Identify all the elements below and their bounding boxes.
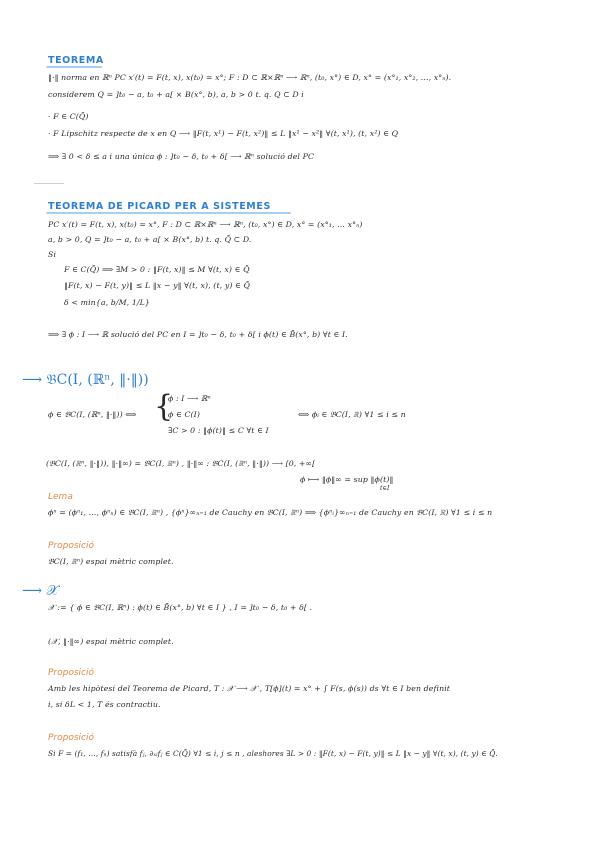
sup-norm-subscript: t∈I xyxy=(380,485,390,492)
theorem-title: TEOREMA xyxy=(48,55,104,66)
theorem-line-1: ‖·‖ norma en ℝⁿ PC x′(t) = F(t, x), x(t₀) = x°; F : D ⊂ ℝ×ℝⁿ ⟶ ℝⁿ, (t₀, x°) ∈ D, x° = (x°₁, x°₂, …, x°ₙ). xyxy=(48,73,452,82)
proposition-heading: Proposició xyxy=(48,541,94,551)
proposition-heading: Proposició xyxy=(48,668,94,678)
theorem-line-2: considerem Q = ]t₀ − a, t₀ + a[ × B(x°, b), a, b > 0 t. q. Q ⊂ D i xyxy=(48,90,304,99)
x-definition: 𝒳 := { ϕ ∈ 𝔅C(I, ℝⁿ) : ϕ(t) ∈ B̄(x°, b) ∀t ∈ I } , I = ]t₀ − δ, t₀ + δ[ . xyxy=(48,603,313,612)
section-divider xyxy=(34,183,64,184)
theorem-bullet-2: · F Lipschitz respecte de x en Q ⟶ ‖F(t, x¹) − F(t, x²)‖ ≤ L ‖x¹ − x²‖ ∀(t, x¹), (t, x²) ∈ Q xyxy=(48,129,399,138)
x-complete-statement: (𝒳, ‖·‖∞) espai mètric complet. xyxy=(48,637,174,646)
proposition-statement: 𝔅C(I, ℝⁿ) espai mètric complet. xyxy=(48,557,174,566)
left-brace: { xyxy=(154,389,174,424)
bc-case-1: ϕ : I ⟶ ℝⁿ xyxy=(168,394,211,403)
picard-theorem-title: TEOREMA DE PICARD PER A SISTEMES xyxy=(48,201,271,212)
theorem-conclusion: ⟹ ∃ 0 < δ ≤ a i una única ϕ : ]t₀ − δ, t₀ + δ[ ⟶ ℝⁿ solució del PC xyxy=(48,152,315,161)
bc-space-heading: ⟶ 𝔅C(I, (ℝⁿ, ‖·‖)) xyxy=(22,372,149,388)
proposition-operator-line-2: i, si δL < 1, T és contractiu. xyxy=(48,700,161,709)
bc-definition-rhs: ⟺ ϕᵢ ∈ 𝔅C(I, ℝ) ∀1 ≤ i ≤ n xyxy=(298,410,406,419)
bc-case-3: ∃C > 0 : ‖ϕ(t)‖ ≤ C ∀t ∈ I xyxy=(168,426,269,435)
proposition-heading: Proposició xyxy=(48,733,94,743)
picard-condition-2: ‖F(t, x) − F(t, y)‖ ≤ L ‖x − y‖ ∀(t, x), (t, y) ∈ Q̄ xyxy=(64,281,251,290)
picard-condition-1: F ∈ C(Q̄) ⟹ ∃M > 0 : ‖F(t, x)‖ ≤ M ∀(t, x) ∈ Q̄ xyxy=(64,265,250,274)
theorem-bullet-1: · F ∈ C(Q̄) xyxy=(48,112,89,121)
picard-line-3: Si xyxy=(48,250,57,259)
sup-norm-line: (𝔅C(I, (ℝⁿ, ‖·‖)), ‖·‖∞) = 𝔅C(I, ℝⁿ) , ‖·‖∞ : 𝔅C(I, (ℝⁿ, ‖·‖)) ⟶ [0, +∞[ xyxy=(46,459,316,468)
lemma-heading: Lema xyxy=(48,492,73,502)
proposition-lipschitz-line: Si F = (f₁, …, fₙ) satisfà fⱼ, ∂ₓᵢfⱼ ∈ C(Q̄) ∀1 ≤ i, j ≤ n , aleshores ∃L > 0 : ‖F(t, x) − F(t, y)‖ ≤ L ‖x − y‖ ∀(t, x), (t, y) ∈ Q̄. xyxy=(48,749,498,758)
proposition-operator-line-1: Amb les hipòtesi del Teorema de Picard, T : 𝒳 ⟶ 𝒳 , T[ϕ](t) = x° + ∫ F(s, ϕ(s)) ds ∀t ∈ I ben definit xyxy=(48,684,451,693)
picard-line-1: PC x′(t) = F(t, x), x(t₀) = x°, F : D ⊂ ℝ×ℝⁿ ⟶ ℝⁿ, (t₀, x°) ∈ D, x° = (x°₁, … x°ₙ) xyxy=(48,220,363,229)
sup-norm-map: ϕ ⟼ ‖ϕ‖∞ = sup ‖ϕ(t)‖ xyxy=(300,475,394,484)
title-highlight xyxy=(46,66,102,68)
title-highlight xyxy=(46,212,291,214)
bc-definition-lhs: ϕ ∈ 𝔅C(I, (ℝⁿ, ‖·‖)) ⟺ xyxy=(48,410,137,419)
x-space-heading: ⟶ 𝒳 xyxy=(22,583,59,599)
picard-condition-3: δ < min{a, b/M, 1/L} xyxy=(64,298,150,307)
bc-case-2: ϕ ∈ C(I) xyxy=(168,410,200,419)
picard-line-2: a, b > 0, Q = ]t₀ − a, t₀ + a[ × B(x°, b) t. q. Q̄ ⊂ D. xyxy=(48,235,252,244)
lemma-statement: ϕⁿ = (ϕⁿ₁, …, ϕⁿₙ) ∈ 𝔅C(I, ℝⁿ) , {ϕⁿ}∞ₙ₌₁ de Cauchy en 𝔅C(I, ℝⁿ) ⟹ {ϕⁿᵢ}∞ₙ₌₁ de Cauchy en 𝔅C(I, ℝ) ∀1 ≤ i ≤ n xyxy=(48,508,493,517)
picard-conclusion: ⟹ ∃ ϕ : I ⟶ ℝ solució del PC en I = ]t₀ − δ, t₀ + δ[ i ϕ(t) ∈ B̄(x°, b) ∀t ∈ I. xyxy=(48,330,348,339)
